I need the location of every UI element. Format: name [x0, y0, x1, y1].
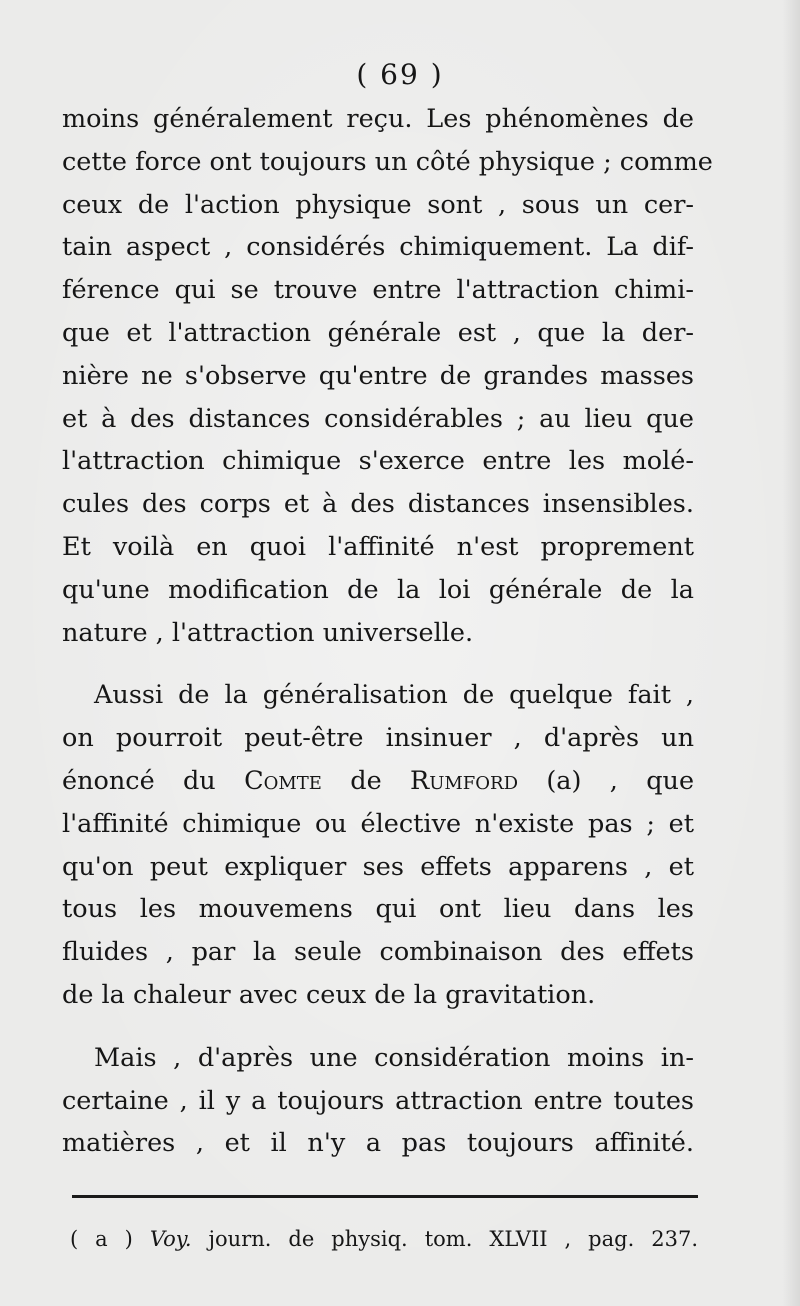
text-line: Aussi de la généralisation de quelque fait ,: [94, 680, 694, 711]
text-line: tous les mouvemens qui ont lieu dans les: [62, 894, 694, 925]
text-line: et à des distances considérables ; au lieu que: [62, 403, 694, 434]
page-number: ( 69 ): [356, 58, 444, 91]
paragraph-gap: [62, 1017, 694, 1037]
footnote-marker: ( a ): [70, 1227, 133, 1251]
text-line: fluides , par la seule combinaison des effets: [62, 937, 694, 968]
text-line: de la chaleur avec ceux de la gravitation.: [62, 979, 596, 1010]
small-caps-name: Comte: [244, 765, 322, 796]
page-edge-shadow: [782, 0, 800, 1306]
text-line: l'affinité chimique ou élective n'existe pas ; et: [62, 808, 694, 839]
text-line: qu'on peut expliquer ses effets apparens , et: [62, 851, 694, 882]
text-line-mixed: [62, 760, 694, 803]
text-line: on pourroit peut-être insinuer , d'après un: [62, 723, 694, 754]
text-line: tain aspect , considérés chimiquement. La dif-: [62, 232, 694, 263]
text-line: Mais , d'après une considération moins in-: [94, 1042, 694, 1073]
text-segment: de: [350, 765, 382, 796]
text-line: Et voilà en quoi l'affinité n'est proprement: [62, 531, 694, 562]
footnote-rule: [72, 1195, 698, 1198]
paragraph-gap: [62, 654, 694, 674]
text-line: ceux de l'action physique sont , sous un cer-: [62, 189, 694, 220]
small-caps-name: Rumford: [410, 765, 519, 796]
text-segment: énoncé du: [62, 765, 216, 796]
footnote-abbr: Voy.: [149, 1227, 192, 1251]
footnote-text: journ. de physiq. tom. XLVII , pag. 237.: [208, 1227, 699, 1251]
text-line: nature , l'attraction universelle.: [62, 617, 474, 648]
text-line: que et l'attraction générale est , que la der-: [62, 317, 694, 348]
text-line: l'attraction chimique s'exerce entre les molé-: [62, 446, 694, 477]
text-line: matières , et il n'y a pas toujours affinité.: [62, 1128, 694, 1159]
text-line: moins généralement reçu. Les phénomènes de: [62, 104, 694, 134]
text-line: férence qui se trouve entre l'attraction chimi-: [62, 275, 694, 306]
body-text: [62, 98, 713, 1165]
text-line: nière ne s'observe qu'entre de grandes masses: [62, 360, 694, 391]
text-line: cette force ont toujours un côté physique ; comme: [62, 146, 713, 177]
text-line: cules des corps et à des distances insensibles.: [62, 489, 694, 520]
footnote: [70, 1224, 698, 1254]
text-line: certaine , il y a toujours attraction entre toutes: [62, 1085, 694, 1116]
footnote-reference: (a) , que: [546, 765, 695, 796]
text-line: qu'une modification de la loi générale de la: [62, 574, 694, 605]
